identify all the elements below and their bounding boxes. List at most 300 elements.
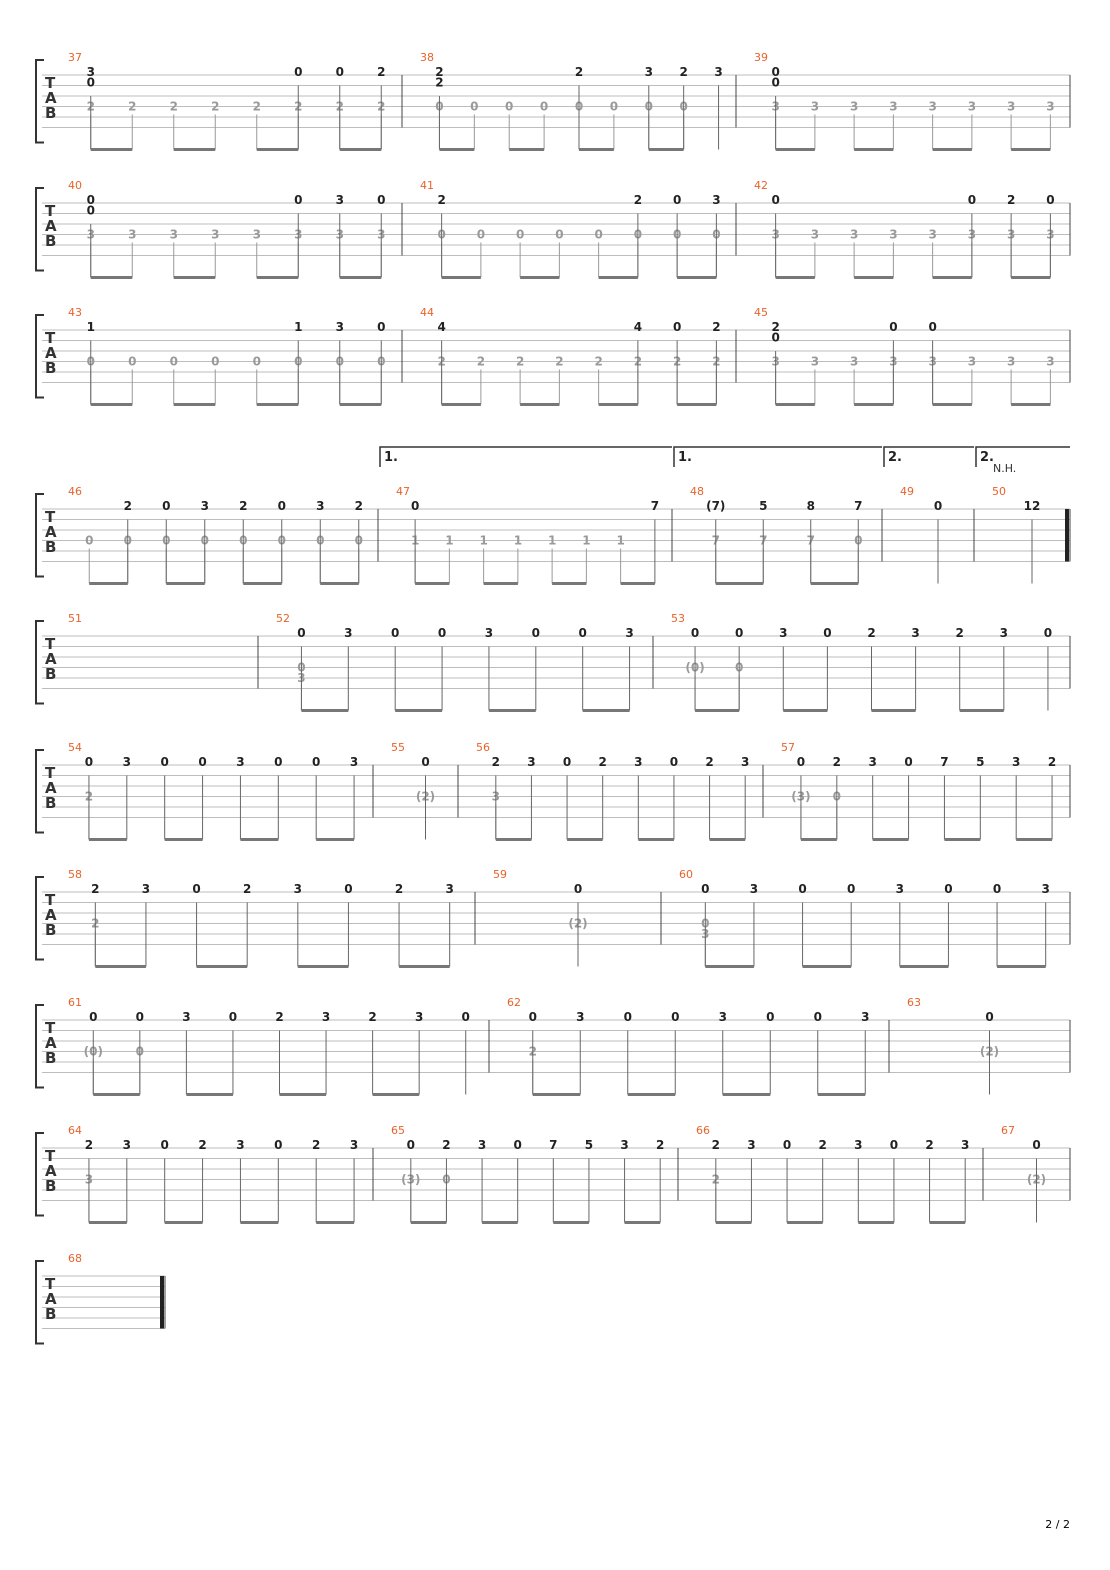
measure (391, 1124, 678, 1223)
volta-label: 1. (678, 450, 692, 465)
fret-number: 3 (741, 755, 750, 769)
system-bracket (36, 60, 44, 143)
measure-number: 60 (679, 868, 693, 881)
tab-system (36, 996, 1070, 1095)
fret-number: 0 (734, 626, 744, 640)
fret-number: 0 (967, 193, 977, 207)
measure-number: 39 (754, 51, 768, 64)
bass-fret-number: (0) (83, 1044, 103, 1059)
measure (690, 485, 882, 584)
fret-number: 0 (701, 882, 710, 896)
measure-number: 64 (68, 1124, 82, 1137)
measure (476, 741, 763, 840)
volta-label: 2. (888, 450, 902, 465)
fret-number: 3 (236, 755, 245, 769)
measure (68, 996, 489, 1095)
bass-fret-number: 0 (316, 533, 325, 548)
measure-number: 46 (68, 485, 82, 498)
fret-number: 5 (759, 499, 768, 513)
fret-number: 0 (933, 499, 943, 513)
fret-number: 3 (961, 1138, 970, 1152)
tab-clef-letter: A (45, 217, 57, 235)
fret-number: 3 (335, 320, 344, 334)
bass-fret-number: 2 (335, 99, 344, 114)
fret-number: 4 (437, 320, 446, 334)
measure-number: 44 (420, 306, 434, 319)
tab-clef-letter: B (45, 665, 57, 683)
fret-number: 2 (84, 1138, 94, 1152)
fret-number: 0 (782, 1138, 792, 1152)
tab-clef-letter: B (45, 359, 57, 377)
bass-fret-number: 3 (967, 99, 977, 114)
fret-number: 3 (477, 1138, 487, 1152)
bass-fret-number: 3 (849, 354, 859, 369)
bass-fret-number: 3 (297, 671, 306, 685)
fret-number: 2 (711, 1138, 720, 1152)
fret-number: 2 (368, 1010, 377, 1024)
bass-fret-number: 0 (476, 227, 486, 242)
fret-number: 0 (671, 1010, 680, 1024)
bass-fret-number: 0 (609, 99, 619, 114)
fret-number: 2 (656, 1138, 665, 1152)
fret-number: 0 (823, 626, 832, 640)
fret-number: 0 (904, 755, 913, 769)
tab-clef-letter: T (45, 891, 56, 909)
measure (68, 179, 402, 278)
fret-number: 0 (406, 1138, 415, 1152)
bass-fret-number: 2 (515, 354, 525, 369)
measure-number: 53 (671, 612, 685, 625)
fret-number: 0 (1043, 626, 1053, 640)
measure-number: 54 (68, 741, 82, 754)
fret-number: 0 (1032, 1138, 1041, 1152)
fret-number: 0 (86, 193, 95, 207)
fret-number: 0 (813, 1010, 822, 1024)
measure-number: 62 (507, 996, 521, 1009)
bass-fret-number: 2 (91, 916, 100, 931)
system-bracket (36, 877, 44, 960)
fret-number: 0 (531, 626, 540, 640)
fret-number: 0 (771, 193, 780, 207)
fret-number: 0 (889, 320, 898, 334)
measure (68, 1252, 165, 1329)
fret-number: 0 (437, 626, 447, 640)
bass-fret-number: 3 (889, 354, 898, 369)
bass-fret-number: 0 (135, 1044, 145, 1059)
fret-number: 0 (766, 1010, 775, 1024)
system-bracket (36, 1261, 44, 1344)
measure-number: 47 (396, 485, 410, 498)
measure (696, 1124, 983, 1223)
fret-number: 3 (620, 1138, 629, 1152)
fret-number: 0 (578, 626, 587, 640)
bass-fret-number: 3 (810, 227, 820, 242)
system-bracket (36, 1005, 44, 1088)
fret-number: 0 (274, 1138, 283, 1152)
system-bracket (36, 750, 44, 833)
measure-number: 56 (476, 741, 490, 754)
fret-number: 3 (527, 755, 536, 769)
fret-number: 3 (316, 499, 325, 513)
bass-fret-number: 2 (169, 99, 178, 114)
bass-fret-number: (2) (979, 1044, 1000, 1059)
fret-number: 2 (574, 65, 584, 79)
fret-number: 4 (633, 320, 643, 334)
fret-number: 3 (182, 1010, 191, 1024)
bass-fret-number: 1 (410, 533, 420, 548)
fret-number: 0 (1046, 193, 1055, 207)
fret-number: 0 (928, 320, 937, 334)
fret-number: 7 (650, 499, 660, 513)
bass-fret-number: 3 (169, 227, 178, 242)
bass-fret-number: 3 (1046, 354, 1055, 369)
fret-number: 3 (349, 755, 359, 769)
bass-fret-number: 2 (594, 354, 603, 369)
fret-number: 2 (925, 1138, 934, 1152)
fret-number: 3 (349, 1138, 359, 1152)
bass-fret-number: 0 (442, 1172, 451, 1187)
fret-number: 2 (354, 499, 363, 513)
tab-clef-letter: A (45, 1034, 57, 1052)
volta-bracket (380, 447, 672, 467)
fret-number: 3 (293, 882, 302, 896)
fret-number: 3 (1012, 755, 1021, 769)
fret-number: 3 (749, 882, 759, 896)
bass-fret-number: 2 (294, 99, 303, 114)
fret-number: 0 (690, 626, 700, 640)
fret-number: 0 (192, 882, 201, 896)
bass-fret-number: 0 (200, 533, 209, 548)
bass-fret-number: 3 (335, 227, 344, 242)
measure-number: 55 (391, 741, 405, 754)
tab-system (36, 1252, 165, 1344)
fret-number: 0 (798, 882, 807, 896)
bass-fret-number: 0 (539, 99, 549, 114)
fret-number: 0 (410, 499, 420, 513)
fret-number: 3 (644, 65, 653, 79)
fret-number: 3 (576, 1010, 585, 1024)
fret-number: 3 (714, 65, 723, 79)
fret-number: 2 (275, 1010, 284, 1024)
measure (900, 485, 974, 584)
bass-fret-number: 0 (294, 354, 303, 369)
volta-label: 1. (384, 450, 398, 465)
fret-number: 3 (779, 626, 788, 640)
measure-number: 59 (493, 868, 507, 881)
fret-number: 0 (391, 626, 400, 640)
bass-fret-number: 3 (849, 227, 859, 242)
fret-number: 2 (832, 755, 841, 769)
measure (420, 179, 736, 278)
measure (754, 179, 1070, 278)
bass-fret-number: (2) (1026, 1172, 1047, 1187)
measure (396, 485, 672, 584)
bass-fret-number: 0 (854, 533, 863, 548)
bass-fret-number: (3) (791, 789, 811, 804)
tab-clef-letter: B (45, 232, 57, 250)
fret-number: 0 (513, 1138, 522, 1152)
fret-number: 2 (1006, 193, 1016, 207)
bass-fret-number: 2 (252, 99, 261, 114)
bass-fret-number: 2 (672, 354, 682, 369)
fret-number: 3 (1041, 882, 1050, 896)
tab-clef-letter: A (45, 344, 57, 362)
bass-fret-number: 7 (711, 533, 720, 548)
fret-number: 0 (985, 1010, 994, 1024)
bass-fret-number: 3 (1006, 227, 1016, 242)
bass-fret-number: 3 (211, 227, 220, 242)
tab-clef-letter: A (45, 650, 57, 668)
measure-number: 45 (754, 306, 768, 319)
fret-number: 3 (634, 755, 643, 769)
tab-clef-letter: T (45, 329, 56, 347)
fret-number: 2 (435, 75, 444, 90)
fret-number: 2 (1047, 755, 1057, 769)
bass-fret-number: 3 (252, 227, 261, 242)
system-bracket (36, 494, 44, 577)
fret-number: 2 (394, 882, 404, 896)
fret-number: 0 (672, 320, 682, 334)
bass-fret-number: 3 (377, 227, 386, 242)
fret-number: 0 (344, 882, 353, 896)
bass-fret-number: 3 (1046, 227, 1055, 242)
measure-number: 42 (754, 179, 768, 192)
fret-number: 0 (86, 75, 95, 90)
fret-number: 2 (679, 65, 688, 79)
tab-clef-letter: A (45, 1162, 57, 1180)
fret-number: 2 (771, 320, 780, 334)
bass-fret-number: 3 (84, 1172, 94, 1187)
fret-number: 0 (461, 1010, 470, 1024)
measure-number: 43 (68, 306, 82, 319)
fret-number: 2 (705, 755, 714, 769)
bass-fret-number: 0 (297, 660, 306, 675)
fret-number: 2 (437, 193, 446, 207)
tab-clef-letter: B (45, 794, 57, 812)
fret-number: 3 (625, 626, 634, 640)
tab-clef-letter: T (45, 1147, 56, 1165)
bass-fret-number: 0 (354, 533, 363, 548)
tab-clef-letter: T (45, 1019, 56, 1037)
bass-fret-number: 0 (679, 99, 688, 114)
tab-system (36, 868, 1070, 967)
bass-fret-number: (2) (415, 789, 436, 804)
bass-fret-number: 0 (169, 354, 178, 369)
bass-fret-number: (0) (685, 660, 705, 675)
bass-fret-number: 3 (1006, 99, 1016, 114)
fret-number: 0 (771, 330, 780, 345)
bass-fret-number: 3 (810, 354, 820, 369)
measure (276, 612, 653, 711)
fret-number: 7 (549, 1138, 558, 1152)
fret-number: 2 (818, 1138, 827, 1152)
bass-fret-number: 1 (513, 533, 523, 548)
fret-number: 1 (86, 320, 95, 334)
fret-number: 3 (868, 755, 877, 769)
measure (493, 868, 661, 967)
tab-system (36, 612, 1070, 711)
bass-fret-number: 0 (211, 354, 220, 369)
bass-fret-number: 0 (162, 533, 171, 548)
fret-number: 0 (160, 1138, 169, 1152)
measure (671, 612, 1070, 711)
bass-fret-number: 3 (86, 227, 95, 242)
bass-fret-number: 2 (86, 99, 95, 114)
fret-number: 12 (1023, 499, 1041, 513)
tab-clef-letter: A (45, 906, 57, 924)
measure (68, 612, 258, 689)
fret-number: 0 (421, 755, 430, 769)
bass-fret-number: 3 (849, 99, 859, 114)
bass-fret-number: 3 (294, 227, 303, 242)
fret-number: 0 (771, 75, 780, 90)
fret-number: 0 (847, 882, 856, 896)
measure (907, 996, 1070, 1095)
fret-number: 0 (796, 755, 806, 769)
bass-fret-number: 2 (555, 354, 564, 369)
bass-fret-number: 3 (128, 227, 137, 242)
fret-number: 2 (198, 1138, 207, 1152)
tab-clef-letter: B (45, 104, 57, 122)
fret-number: 8 (806, 499, 815, 513)
natural-harmonic-label: N.H. (993, 462, 1017, 475)
bass-fret-number: 0 (85, 533, 94, 548)
bass-fret-number: 0 (128, 354, 137, 369)
bass-fret-number: 0 (832, 789, 841, 804)
bass-fret-number: 2 (377, 99, 386, 114)
tab-system (36, 179, 1070, 278)
fret-number: 0 (573, 882, 583, 896)
fret-number: 0 (277, 499, 286, 513)
measure-number: 63 (907, 996, 921, 1009)
bass-fret-number: 0 (701, 916, 710, 931)
measure (68, 1124, 373, 1223)
tab-clef-letter: A (45, 89, 57, 107)
fret-number: 7 (940, 755, 949, 769)
measure-number: 49 (900, 485, 914, 498)
bass-fret-number: 3 (771, 99, 780, 114)
tab-clef-letter: T (45, 1275, 56, 1293)
bass-fret-number: 0 (277, 533, 286, 548)
bass-fret-number: 2 (633, 354, 643, 369)
fret-number: 3 (445, 882, 454, 896)
system-bracket (36, 621, 44, 704)
tab-clef-letter: T (45, 202, 56, 220)
measure-number: 41 (420, 179, 434, 192)
fret-number: 0 (162, 499, 171, 513)
fret-number: 0 (889, 1138, 899, 1152)
bass-fret-number: 0 (252, 354, 261, 369)
system-bracket (36, 315, 44, 398)
fret-number: 0 (297, 626, 306, 640)
bass-fret-number: 3 (928, 354, 937, 369)
fret-number: 0 (198, 755, 207, 769)
measure (781, 741, 1070, 840)
measure-number: 61 (68, 996, 82, 1009)
fret-number: 3 (321, 1010, 331, 1024)
tab-clef-letter: T (45, 74, 56, 92)
measure-number: 67 (1001, 1124, 1015, 1137)
bass-fret-number: 7 (806, 533, 815, 548)
fret-number: 0 (312, 755, 321, 769)
measure (420, 51, 736, 150)
bass-fret-number: 3 (771, 227, 780, 242)
measure (68, 306, 402, 405)
bass-fret-number: 0 (555, 227, 564, 242)
fret-number: 5 (976, 755, 985, 769)
bass-fret-number: 3 (928, 227, 937, 242)
fret-number: 2 (91, 882, 100, 896)
fret-number: 2 (633, 193, 643, 207)
bass-fret-number: 2 (712, 354, 721, 369)
fret-number: 2 (239, 499, 248, 513)
bass-fret-number: 0 (734, 660, 744, 675)
tab-system (36, 447, 1070, 584)
fret-number: 3 (718, 1010, 727, 1024)
system-bracket (36, 188, 44, 271)
page-number: 2 / 2 (1045, 1518, 1070, 1531)
fret-number: 1 (294, 320, 303, 334)
bass-fret-number: 2 (437, 354, 446, 369)
measure-number: 58 (68, 868, 82, 881)
fret-number: 3 (895, 882, 904, 896)
measure (68, 868, 475, 967)
measure-number: 37 (68, 51, 82, 64)
bass-fret-number: 2 (476, 354, 486, 369)
tab-clef-letter: B (45, 538, 57, 556)
tab-clef-letter: B (45, 921, 57, 939)
fret-number: 0 (228, 1010, 238, 1024)
fret-number: 2 (312, 1138, 321, 1152)
bass-fret-number: 0 (633, 227, 643, 242)
bass-fret-number: 0 (594, 227, 603, 242)
fret-number: 0 (89, 1010, 98, 1024)
bass-fret-number: 1 (616, 533, 625, 548)
measure (391, 741, 458, 840)
tab-clef-letter: B (45, 1177, 57, 1195)
measure (68, 51, 402, 150)
fret-number: 3 (200, 499, 209, 513)
fret-number: 3 (141, 882, 151, 896)
fret-number: 0 (672, 193, 682, 207)
measure-number: 68 (68, 1252, 82, 1265)
fret-number: 3 (911, 626, 920, 640)
bass-fret-number: 3 (928, 99, 937, 114)
tab-clef-letter: A (45, 523, 57, 541)
tab-system (36, 741, 1070, 840)
bass-fret-number: 0 (123, 533, 132, 548)
tab-system (36, 1124, 1070, 1223)
bass-fret-number: 3 (1046, 99, 1055, 114)
fret-number: 3 (414, 1010, 424, 1024)
fret-number: 3 (747, 1138, 756, 1152)
bass-fret-number: 0 (515, 227, 525, 242)
bass-fret-number: 3 (1006, 354, 1016, 369)
tab-clef-letter: T (45, 764, 56, 782)
tab-clef-letter: T (45, 508, 56, 526)
fret-number: 2 (377, 65, 386, 79)
fret-number: 0 (623, 1010, 632, 1024)
bass-fret-number: 3 (771, 354, 780, 369)
measure-number: 50 (992, 485, 1006, 498)
bass-fret-number: 3 (491, 789, 500, 804)
measure-number: 52 (276, 612, 290, 625)
bass-fret-number: 0 (437, 227, 446, 242)
fret-number: 3 (86, 65, 95, 79)
bass-fret-number: 3 (810, 99, 820, 114)
tab-clef-letter: T (45, 635, 56, 653)
fret-number: (7) (706, 499, 726, 513)
